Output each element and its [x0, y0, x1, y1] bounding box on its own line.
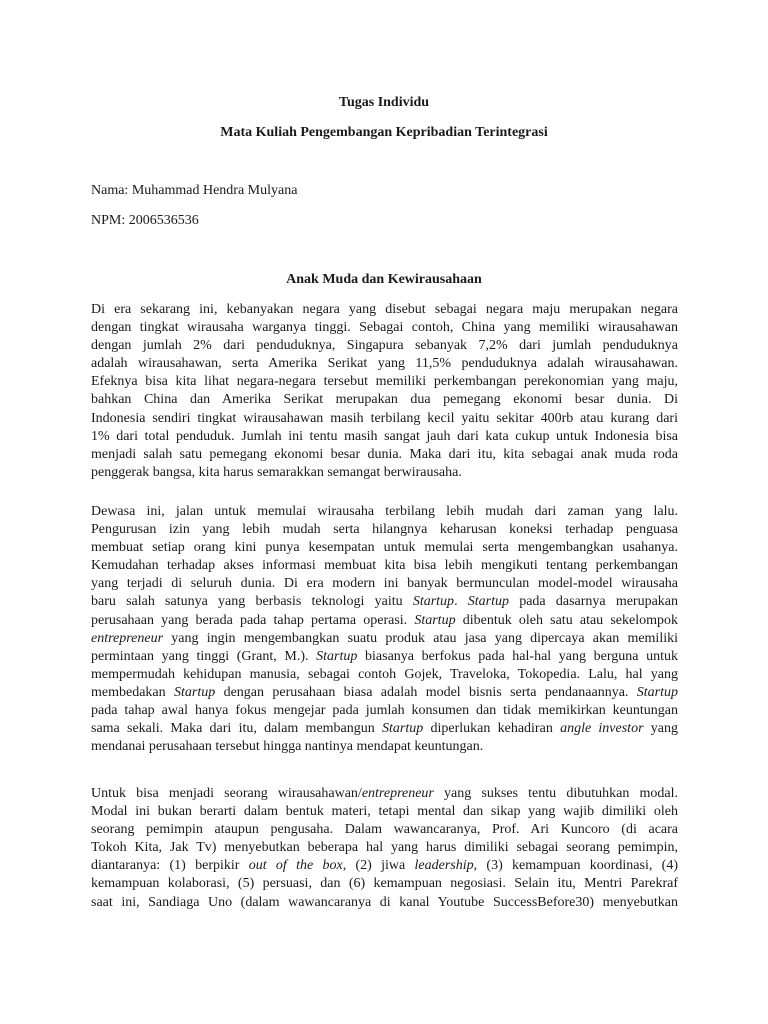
- paragraph-line: Modal ini bukan berarti dalam bentuk materi, tetapi mental dan sikap yang wajib dimiliki oleh: [91, 804, 678, 820]
- paragraph-line: Kemudahan terhadap akses informasi membuat kita bisa lebih mengikuti tentang perkembangan: [91, 558, 678, 574]
- paragraph-line: saat ini, Sandiaga Uno (dalam wawancaranya di kanal Youtube SuccessBefore30) menyebutkan: [91, 894, 678, 910]
- paragraph-2: [91, 503, 678, 756]
- paragraph-line: Tokoh Kita, Jak Tv) menyebutkan beberapa hal yang harus dimiliki sebagai seorang pemimpin,: [91, 840, 678, 856]
- paragraph-line: penggerak bangsa, kita harus semarakkan semangat berwirausaha.: [91, 464, 462, 480]
- paragraph-line: mempermudah kehidupan manusia, sebagai contoh Gojek, Traveloka, Tokopedia. Lalu, hal yang: [91, 666, 678, 682]
- paragraph-line: Indonesia sendiri tingkat wirausahawan masih terbilang kecil yaitu sekitar 400rb atau kurang dari: [91, 410, 678, 426]
- paragraph-line: sama sekali. Maka dari itu, dalam membangun Startup diperlukan kehadiran angle investor yang: [91, 721, 678, 737]
- paragraph-line: permintaan yang tinggi (Grant, M.). Startup biasanya berfokus pada hal-hal yang berguna untuk: [91, 648, 678, 664]
- paragraph-line: Pengurusan izin yang lebih mudah serta hilangnya keharusan koneksi terhadap penguasa: [91, 522, 678, 538]
- paragraph-line: seorang pemimpin ataupun pengusaha. Dalam wawancaranya, Prof. Ari Kuncoro (di acara: [91, 822, 678, 838]
- paragraph-line: pada tahap awal hanya fokus mengejar pada jumlah konsumen dan tidak memikirkan keuntungan: [91, 703, 678, 719]
- paragraph-line: menjadi salah satu pemegang ekonomi besar dunia. Maka dari itu, kita sebagai anak muda roda: [91, 446, 678, 462]
- paragraph-line: Dewasa ini, jalan untuk memulai wirausaha terbilang lebih mudah dari zaman yang lalu.: [91, 504, 678, 519]
- paragraph-line: membedakan Startup dengan perusahaan biasa adalah model bisnis serta pendanaannya. Startup: [91, 684, 679, 700]
- student-npm: NPM: 2006536536: [91, 213, 199, 228]
- paragraph-line: yang terjadi di seluruh dunia. Di era modern ini banyak bermunculan model-model wirausaha: [91, 576, 678, 592]
- paragraph-line: kemampuan kolaborasi, (5) persuasi, dan (6) kemampuan negosiasi. Selain itu, Mentri Parekraf: [91, 876, 678, 892]
- paragraph-line: Untuk bisa menjadi seorang wirausahawan/entrepreneur yang sukses tentu dibutuhkan modal.: [91, 786, 678, 801]
- essay-title: Anak Muda dan Kewirausahaan: [286, 272, 482, 287]
- paragraph-3: [91, 785, 678, 912]
- assignment-title: Tugas Individu: [338, 95, 430, 110]
- paragraph-line: bahkan China dan Amerika Serikat merupakan dua pemegang ekonomi besar dunia. Di: [91, 392, 678, 408]
- paragraph-line: Di era sekarang ini, kebanyakan negara yang disebut sebagai negara maju merupakan negara: [91, 302, 678, 317]
- paragraph-line: adalah wirausahawan, serta Amerika Serikat yang 11,5% penduduknya adalah wirausahawan.: [91, 356, 678, 372]
- paragraph-line: mendanai perusahaan tersebut hingga nantinya mendapat keuntungan.: [91, 739, 484, 755]
- paragraph-line: dengan tingkat wirausaha warganya tinggi. Sebagai contoh, China yang memiliki wirausahawan: [91, 320, 678, 336]
- student-name: Nama: Muhammad Hendra Mulyana: [91, 183, 298, 198]
- paragraph-line: membuat setiap orang kini punya kesempatan untuk memulai serta mengembangkan usahanya.: [91, 540, 678, 556]
- paragraph-line: diantaranya: (1) berpikir out of the box, (2) jiwa leadership, (3) kemampuan koordinasi, (4): [91, 858, 678, 874]
- paragraph-1: [91, 301, 678, 482]
- paragraph-line: perusahaan yang berada pada tahap pertama operasi. Startup dibentuk oleh satu atau sekelompok: [91, 612, 678, 628]
- course-title: Mata Kuliah Pengembangan Kepribadian Terintegrasi: [220, 125, 548, 140]
- paragraph-line: baru salah satunya yang berbasis teknologi yaitu Startup. Startup pada dasarnya merupakan: [91, 594, 679, 610]
- paragraph-line: 1% dari total penduduk. Jumlah ini tentu masih sangat jauh dari kata cukup untuk Indonesia bisa: [91, 428, 678, 444]
- paragraph-line: entrepreneur yang ingin mengembangkan suatu produk atau jasa yang dipercaya akan memiliki: [91, 630, 678, 646]
- paragraph-line: dengan jumlah 2% dari penduduknya, Singapura sebanyak 7,2% dari jumlah penduduknya: [91, 338, 678, 354]
- paragraph-line: Efeknya bisa kita lihat negara-negara tersebut memiliki perkembangan perekonomian yang maju,: [91, 374, 678, 390]
